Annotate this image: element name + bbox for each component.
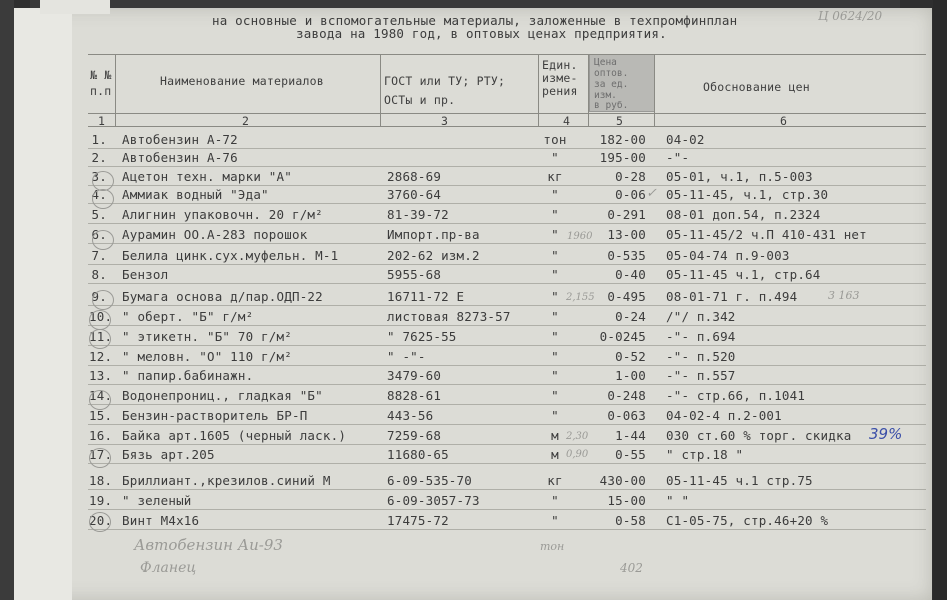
- cell-basis: 05-11-45, ч.1, стр.30: [666, 187, 829, 202]
- cell-basis: -"- п.520: [666, 349, 736, 364]
- margin-note-row16: 2,30: [566, 431, 589, 442]
- cell-name: " папир.бабинажн.: [122, 368, 254, 383]
- cell-name: Бензин-растворитель БР-П: [122, 408, 308, 423]
- cell-n: 13.: [89, 368, 113, 383]
- scan-left-edge: [0, 0, 14, 600]
- cell-unit: ": [551, 150, 559, 165]
- margin-note-row6: 1960: [567, 231, 593, 242]
- check-mark: ✓: [646, 186, 657, 201]
- col-number-rule: [88, 126, 926, 127]
- cell-n: 18.: [89, 473, 113, 488]
- cell-price: 0-535: [607, 248, 646, 263]
- scan-right-edge: [933, 0, 947, 600]
- handwritten-item-2: Фланец: [140, 560, 197, 576]
- cell-gost: Импорт.пр-ва: [387, 227, 480, 242]
- cell-name: Бриллиант.,крезилов.синий М: [122, 473, 331, 488]
- cell-unit: ": [551, 248, 559, 263]
- cell-gost: 3760-64: [387, 187, 442, 202]
- cell-basis: -"- стр.66, п.1041: [666, 388, 806, 403]
- row-rule: [88, 264, 926, 265]
- cell-price: 0-291: [607, 207, 646, 222]
- cell-gost: 202-62 изм.2: [387, 248, 480, 263]
- cell-name: Бензол: [122, 267, 169, 282]
- cell-name: Аммиак водный "Эда": [122, 187, 269, 202]
- cell-unit: ": [551, 388, 559, 403]
- header-unit-2: изме-: [542, 71, 578, 85]
- cell-price: 0-248: [607, 388, 646, 403]
- cell-unit: ": [551, 513, 559, 528]
- cell-name: Белила цинк.сух.муфельн. М-1: [122, 248, 339, 263]
- row-rule: [88, 283, 926, 284]
- cell-gost: " -"-: [387, 349, 426, 364]
- cell-gost: 81-39-72: [387, 207, 449, 222]
- cell-price: 0-58: [615, 513, 646, 528]
- cell-basis: 05-01, ч.1, п.5-003: [666, 169, 813, 184]
- blue-percent-note: 39%: [869, 425, 903, 443]
- cell-gost: " 7625-55: [387, 329, 457, 344]
- cell-price: 0-0245: [599, 329, 646, 344]
- cell-n: 8.: [91, 267, 107, 282]
- row-rule: [88, 185, 926, 186]
- cell-unit: ": [551, 493, 559, 508]
- cell-price: 182-00: [599, 132, 646, 147]
- row-rule: [88, 166, 926, 167]
- cell-name: Ацетон техн. марки "А": [122, 169, 292, 184]
- header-unit-1: Един.: [542, 58, 578, 72]
- row-circle-14: [89, 390, 111, 410]
- cell-basis: 05-04-74 п.9-003: [666, 248, 790, 263]
- cell-n: 1.: [91, 132, 107, 147]
- cell-n: 6.: [91, 227, 107, 242]
- page-tab: [40, 0, 110, 14]
- cell-gost: 7259-68: [387, 428, 442, 443]
- cell-gost: 11680-65: [387, 447, 449, 462]
- row-rule: [88, 489, 926, 490]
- cell-price: 15-00: [607, 493, 646, 508]
- cell-price: 0-06: [615, 187, 646, 202]
- cell-price: 1-00: [615, 368, 646, 383]
- cell-name: Автобензин А-72: [122, 132, 238, 147]
- stamp-line-2: оптов.: [594, 68, 629, 79]
- cell-n: 12.: [89, 349, 113, 364]
- cell-unit: тон: [543, 132, 567, 147]
- row-rule: [88, 444, 926, 445]
- cell-name: Бумага основа д/пар.ОДП-22: [122, 289, 323, 304]
- cell-basis: 05-11-45 ч.1, стр.64: [666, 267, 821, 282]
- col-number-5: 5: [616, 114, 624, 128]
- col-number-6: 6: [780, 114, 788, 128]
- row-rule: [88, 424, 926, 425]
- cell-gost: 6-09-535-70: [387, 473, 472, 488]
- cell-gost: 8828-61: [387, 388, 442, 403]
- page-margin: [14, 8, 72, 600]
- cell-gost: 16711-72 Е: [387, 289, 465, 304]
- col-divider-1: [115, 54, 116, 126]
- cell-n: 11.: [89, 329, 113, 344]
- cell-gost: листовая 8273-57: [387, 309, 511, 324]
- row-rule: [88, 243, 926, 244]
- cell-gost: 6-09-3057-73: [387, 493, 480, 508]
- cell-unit: ": [551, 267, 559, 282]
- row-circle-6: [92, 230, 114, 250]
- cell-name: Аурамин ОО.А-283 порошок: [122, 227, 308, 242]
- cell-unit: кг: [547, 169, 563, 184]
- header-unit-3: рения: [542, 84, 578, 98]
- cell-n: 7.: [91, 248, 107, 263]
- cell-basis: 030 ст.60 % торг. скидка: [666, 428, 852, 443]
- cell-n: 14.: [89, 388, 113, 403]
- cell-price: 13-00: [607, 227, 646, 242]
- cell-basis: 08-01-71 г. п.494: [666, 289, 798, 304]
- cell-n: 2.: [91, 150, 107, 165]
- cell-name: " оберт. "Б" г/м²: [122, 309, 254, 324]
- cell-basis: С1-05-75, стр.46+20 %: [666, 513, 829, 528]
- col-number-2: 2: [242, 114, 250, 128]
- cell-n: 10.: [89, 309, 113, 324]
- handwritten-price: 402: [620, 561, 643, 575]
- row-rule: [88, 463, 926, 464]
- col-divider-5: [654, 54, 655, 126]
- header-gost-1: ГОСТ или ТУ; РТУ;: [384, 74, 506, 88]
- row-rule: [88, 509, 926, 510]
- cell-name: " этикетн. "Б" 70 г/м²: [122, 329, 292, 344]
- cell-price: 0-52: [615, 349, 646, 364]
- cell-price: 1-44: [615, 428, 646, 443]
- col-number-3: 3: [441, 114, 449, 128]
- cell-unit: ": [551, 309, 559, 324]
- row-rule: [88, 365, 926, 366]
- cell-gost: 17475-72: [387, 513, 449, 528]
- cell-unit: ": [551, 187, 559, 202]
- stamp-line-3: за ед.: [594, 79, 629, 90]
- cell-basis: 04-02-4 п.2-001: [666, 408, 782, 423]
- right-note-row9: 3 163: [828, 289, 860, 302]
- cell-basis: -"-: [666, 150, 690, 165]
- row-circle-9: [92, 290, 114, 310]
- col-number-1: 1: [98, 114, 106, 128]
- corner-note: Ц 0624/20: [818, 9, 883, 23]
- document-title-line1: на основные и вспомогательные материалы, заложенные в техпромфинплан: [212, 13, 738, 28]
- cell-unit: ": [551, 408, 559, 423]
- header-name: Наименование материалов: [160, 74, 324, 88]
- cell-price: 0-28: [615, 169, 646, 184]
- cell-n: 5.: [91, 207, 107, 222]
- cell-gost: 3479-60: [387, 368, 442, 383]
- handwritten-unit: тон: [540, 540, 565, 553]
- header-num-1: № №: [90, 68, 112, 82]
- row-rule: [88, 345, 926, 346]
- cell-unit: м: [551, 447, 559, 462]
- cell-name: Алигнин упаковочн. 20 г/м²: [122, 207, 323, 222]
- row-rule: [88, 148, 926, 149]
- row-circle-17: [89, 448, 111, 468]
- cell-name: Автобензин А-76: [122, 150, 238, 165]
- row-circle-4: [92, 189, 114, 209]
- cell-basis: 05-11-45/2 ч.П 410-431 нет: [666, 227, 867, 242]
- table-top-rule: [88, 54, 926, 55]
- cell-basis: 05-11-45 ч.1 стр.75: [666, 473, 813, 488]
- cell-gost: 5955-68: [387, 267, 442, 282]
- cell-n: 16.: [89, 428, 113, 443]
- cell-name: Водонепрониц., гладкая "Б": [122, 388, 323, 403]
- cell-name: Бязь арт.205: [122, 447, 215, 462]
- cell-unit: ": [551, 207, 559, 222]
- cell-n: 17.: [89, 447, 113, 462]
- cell-unit: кг: [547, 473, 563, 488]
- col-divider-3: [538, 54, 539, 126]
- cell-price: 195-00: [599, 150, 646, 165]
- row-circle-10: [89, 310, 111, 330]
- row-rule: [88, 223, 926, 224]
- row-circle-20: [89, 512, 111, 532]
- row-rule: [88, 384, 926, 385]
- stamp-line-5: в руб.: [594, 100, 629, 111]
- margin-note-row17: 0,90: [566, 449, 589, 460]
- cell-basis: /"/ п.342: [666, 309, 736, 324]
- cell-price: 0-40: [615, 267, 646, 282]
- document-title-line2: завода на 1980 год, в оптовых ценах предприятия.: [296, 26, 667, 41]
- stamp-line-1: Цена: [594, 57, 617, 68]
- cell-n: 3.: [91, 169, 107, 184]
- cell-price: 0-063: [607, 408, 646, 423]
- cell-name: " меловн. "О" 110 г/м²: [122, 349, 292, 364]
- cell-basis: 04-02: [666, 132, 705, 147]
- cell-name: " зеленый: [122, 493, 192, 508]
- cell-unit: ": [551, 227, 559, 242]
- cell-gost: 2868-69: [387, 169, 442, 184]
- cell-n: 19.: [89, 493, 113, 508]
- cell-basis: -"- п.557: [666, 368, 736, 383]
- col-divider-4: [588, 54, 589, 126]
- cell-unit: ": [551, 329, 559, 344]
- cell-price: 0-24: [615, 309, 646, 324]
- cell-basis: " ": [666, 493, 690, 508]
- row-rule: [88, 203, 926, 204]
- stamp-line-4: изм.: [594, 90, 617, 101]
- cell-n: 20.: [89, 513, 113, 528]
- header-num-2: п.п: [90, 84, 112, 98]
- cell-name: Винт М4х16: [122, 513, 200, 528]
- header-bottom-rule: [88, 113, 926, 114]
- cell-basis: 08-01 доп.54, п.2324: [666, 207, 821, 222]
- header-basis: Обоснование цен: [703, 80, 810, 94]
- cell-name: Байка арт.1605 (черный ласк.): [122, 428, 347, 443]
- handwritten-item-1: Автобензин Аи-93: [134, 536, 283, 554]
- document-page: [14, 8, 932, 600]
- row-rule: [88, 305, 926, 306]
- cell-unit: м: [551, 428, 559, 443]
- header-gost-2: ОСТы и пр.: [384, 93, 456, 107]
- row-circle-11: [89, 329, 111, 349]
- col-number-4: 4: [563, 114, 571, 128]
- cell-price: 0-495: [607, 289, 646, 304]
- cell-n: 4.: [91, 187, 107, 202]
- col-divider-2: [380, 54, 381, 126]
- row-rule: [88, 529, 926, 530]
- cell-price: 430-00: [599, 473, 646, 488]
- cell-unit: ": [551, 349, 559, 364]
- cell-price: 0-55: [615, 447, 646, 462]
- margin-note-row9: 2,155: [566, 292, 595, 303]
- cell-gost: 443-56: [387, 408, 434, 423]
- cell-n: 15.: [89, 408, 113, 423]
- cell-unit: ": [551, 368, 559, 383]
- row-circle-3: [92, 171, 114, 191]
- row-rule: [88, 404, 926, 405]
- cell-n: 9.: [91, 289, 107, 304]
- cell-basis: " стр.18 ": [666, 447, 744, 462]
- cell-unit: ": [551, 289, 559, 304]
- cell-basis: -"- п.694: [666, 329, 736, 344]
- row-rule: [88, 325, 926, 326]
